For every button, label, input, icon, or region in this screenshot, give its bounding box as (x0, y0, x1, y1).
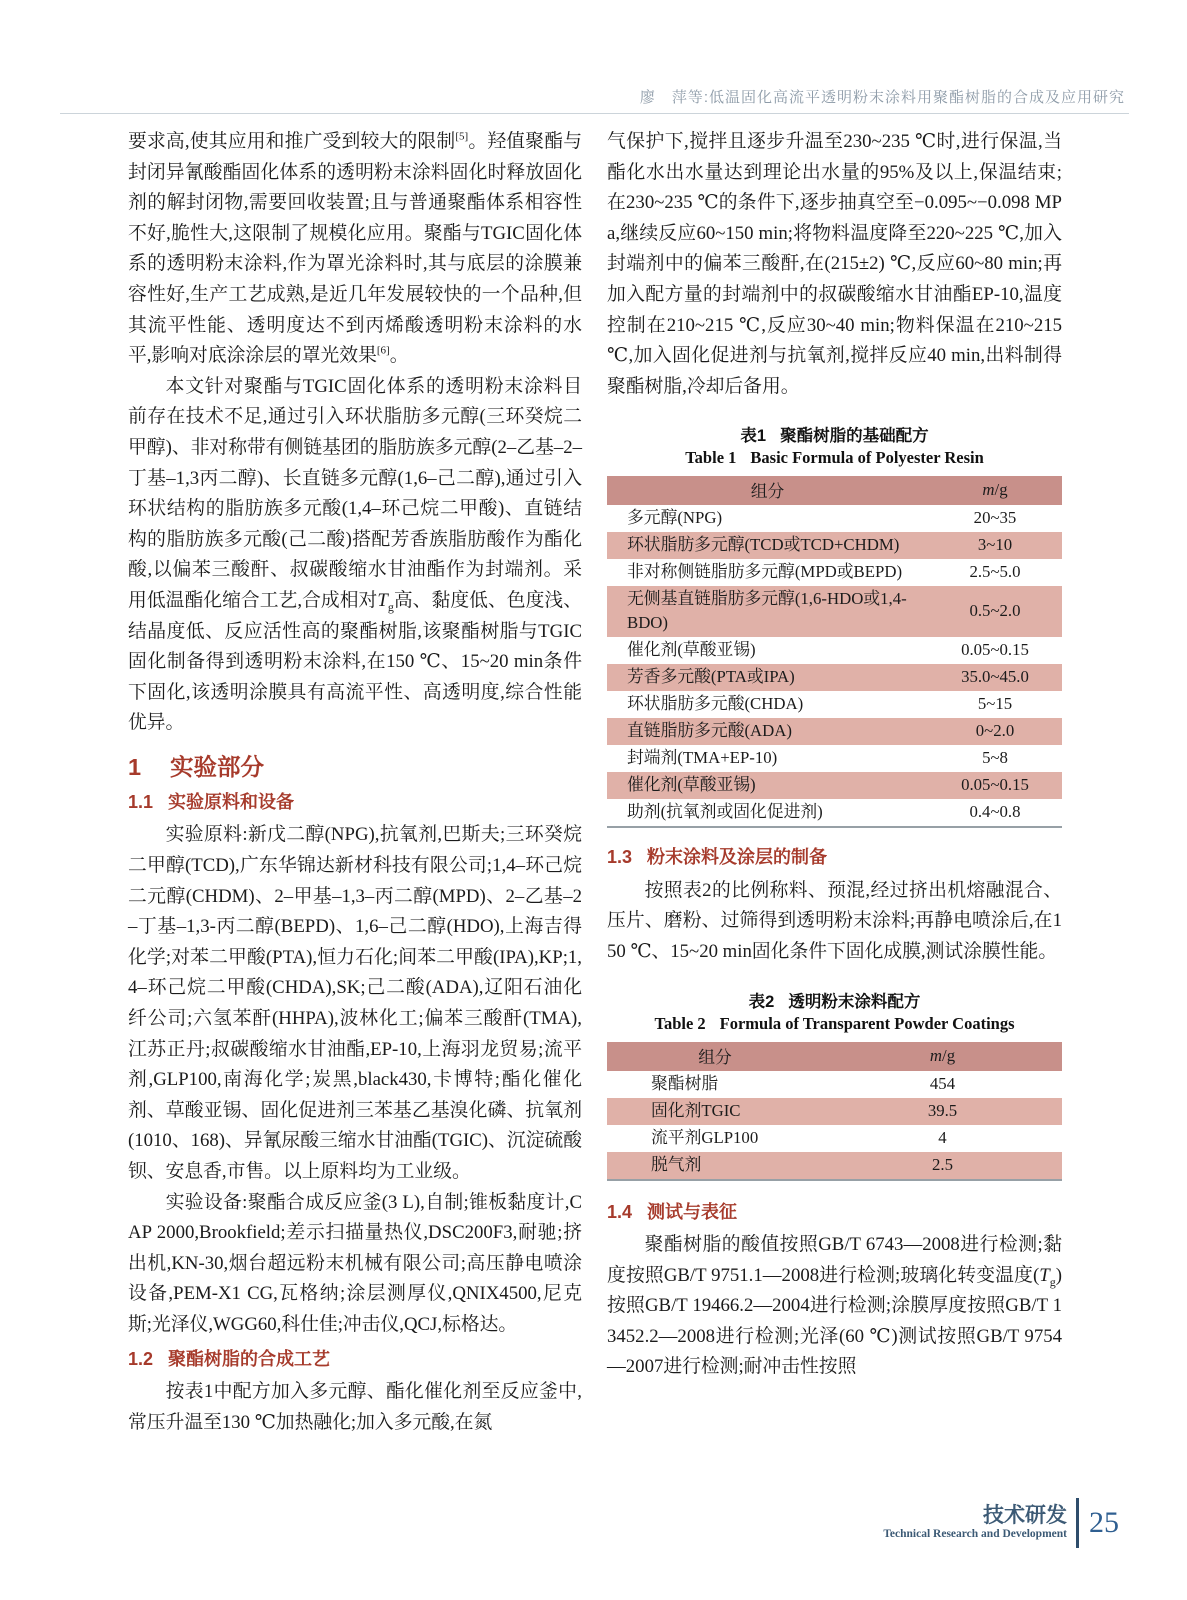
component-cell: 直链脂肪多元酸(ADA) (627, 721, 793, 741)
footer-label-en: Technical Research and Development (883, 1527, 1067, 1540)
qty-cell: 4 (938, 1127, 947, 1147)
component-cell: 封端剂(TMA+EP-10) (627, 748, 778, 768)
table2-title-en: Formula of Transparent Powder Coatings (719, 1013, 1015, 1033)
tg-subscript: g (387, 599, 394, 614)
section-heading-1-2 (128, 1348, 582, 1371)
column-header-component: 组分 (750, 482, 785, 502)
section-number: 1.1 (128, 792, 154, 813)
qty-cell: 2.5~5.0 (969, 562, 1021, 582)
paragraph-materials: 实验原料:新戊二醇(NPG),抗氧剂,巴斯夫;三环癸烷二甲醇(TCD),广东华锦达新材科技有限公司;1,4–环己烷二元醇(CHDM)、2–甲基–1,3–丙二醇(MPD)、2–乙基–2–丁基–1,3-丙二醇(BEPD)、1,6–己二醇(HDO),上海吉得化学;对苯二甲酸(PTA),恒力石化;间苯二甲酸(IPA),KP;1,4–环己烷二甲酸(CHDA),SK;己二酸(ADA),辽阳石油化纤公司;六氢苯酐(HHPA),波林化工;偏苯三酸酐(TMA),江苏正丹;叔碳酸缩水甘油酯,EP-10,上海羽龙贸易;流平剂,GLP100,南海化学;炭黑,black430,卡博特;酯化催化剂、草酸亚锡、固化促进剂三苯基乙基溴化磷、抗氧剂(1010、168)、异氰尿酸三缩水甘油酯(TGIC)、沉淀硫酸钡、安息香,市售。以上原料均为工业级。 (128, 824, 582, 1182)
component-cell: 流平剂GLP100 (651, 1127, 759, 1147)
header-divider (60, 113, 1129, 114)
section-title: 聚酯树脂的合成工艺 (168, 1348, 330, 1369)
left-column (128, 127, 582, 1438)
table1-title-cn: 聚酯树脂的基础配方 (780, 427, 929, 446)
component-cell: 助剂(抗氧剂或固化促进剂) (627, 802, 823, 822)
qty-cell: 0.5~2.0 (969, 601, 1021, 621)
table-row (607, 691, 1062, 718)
footer-section-label (883, 1505, 1067, 1542)
section-heading-1-1 (128, 791, 582, 814)
section-heading-1-3 (607, 846, 1062, 869)
section-title: 粉末涂料及涂层的制备 (647, 847, 827, 868)
paragraph-intro-continued (128, 127, 582, 372)
page-body (128, 127, 1062, 1438)
paragraph-synthesis-continued: 气保护下,搅拌且逐步升温至230~235 ℃时,进行保温,当酯化水出水量达到理论出水量的95%及以上,保温结束;在230~235 ℃的条件下,逐步抽真空至−0.095~−0.098 MPa,继续反应60~150 min;将物料温度降至220~225 ℃,加入封端剂中的偏苯三酸酐,在(215±2) ℃,反应60~80 min;再加入配方量的封端剂中的叔碳酸缩水甘油酯EP-10,温度控制在210~215 ℃,反应30~40 min;物料保温在210~215 ℃,加入固化促进剂与抗氧剂,搅拌反应40 min,出料制得聚酯树脂,冷却后备用。 (607, 131, 1062, 397)
component-cell: 催化剂(草酸亚锡) (627, 640, 756, 660)
section-title: 测试与表征 (647, 1201, 737, 1222)
qty-cell: 0~2.0 (975, 721, 1015, 741)
citation-ref-5: [5] (455, 130, 469, 143)
text-segment: )按照GB/T 19466.2—2004进行检测;涂膜厚度按照GB/T 13452.2—2008进行检测;光泽(60 ℃)测试按照GB/T 9754—2007进行检测;耐冲击性按照 (607, 1264, 1062, 1378)
qty-cell: 35.0~45.0 (961, 667, 1029, 687)
qty-cell: 20~35 (973, 508, 1017, 528)
section-title: 实验原料和设备 (168, 792, 294, 813)
page-number: 25 (1089, 1506, 1119, 1539)
citation-ref-6: [6] (376, 344, 390, 357)
table-row (607, 586, 1062, 637)
table-powder-coating-formula (607, 1042, 1062, 1181)
table2-label-en: Table 2 (654, 1013, 706, 1033)
paragraph-synthesis-start: 按表1中配方加入多元醇、酯化催化剂至反应釜中,常压升温至130 ℃加热融化;加入多元酸,在氮 (128, 1380, 582, 1433)
component-cell: 脱气剂 (651, 1154, 702, 1174)
component-cell: 催化剂(草酸亚锡) (627, 775, 756, 795)
qty-cell: 0.05~0.15 (961, 775, 1029, 795)
component-cell: 芳香多元酸(PTA或IPA) (627, 667, 795, 687)
column-header-component: 组分 (698, 1047, 732, 1067)
paragraph-equipment: 实验设备:聚酯合成反应釜(3 L),自制;锥板黏度计,CAP 2000,Brookfield;差示扫描量热仪,DSC200F3,耐驰;挤出机,KN-30,烟台超远粉末机械有限公司;高压静电喷涂设备,PEM-X1 CG,瓦格纳;涂层测厚仪,QNIX4500,尼克斯;光泽仪,WGG60,科仕佳;冲击仪,QCJ,标格达。 (128, 1191, 582, 1335)
table-row (607, 559, 1062, 586)
footer-label-cn: 技术研发 (983, 1503, 1067, 1527)
table2-label-cn: 表2 (748, 992, 775, 1011)
table-row (607, 772, 1062, 799)
text-segment: 。羟值聚酯与封闭异氰酸酯固化体系的透明粉末涂料固化时释放固化剂的解封闭物,需要回收装置;且与普通聚酯体系相容性不好,脆性大,这限制了规模化应用。聚酯与TGIC固化体系的透明粉末涂料,作为罩光涂料时,其与底层的涂膜兼容性好,生产工艺成熟,是近几年发展较快的一个品种,但其流平性能、透明度达不到丙烯酸透明粉末涂料的水平,影响对底涂涂层的罩光效果 (128, 131, 582, 367)
table-row (607, 718, 1062, 745)
column-header-mass (823, 1042, 1062, 1071)
qty-cell: 0.4~0.8 (969, 802, 1021, 822)
section-number: 1.4 (607, 1201, 633, 1222)
text-segment: 要求高,使其应用和推广受到较大的限制 (128, 131, 456, 152)
section-heading-1-4 (607, 1201, 1062, 1224)
table2-caption-en (607, 1014, 1062, 1034)
component-cell: 环状脂肪多元醇(TCD或TCD+CHDM) (627, 535, 900, 555)
table2-caption-cn (607, 988, 1062, 1012)
table-polyester-formula (607, 476, 1062, 828)
qty-cell: 2.5 (932, 1154, 953, 1174)
table-row (607, 505, 1062, 532)
section-number: 1.3 (607, 847, 633, 868)
paragraph-coating-prep: 按照表2的比例称料、预混,经过挤出机熔融混合、压片、磨粉、过筛得到透明粉末涂料;再静电喷涂后,在150 ℃、15~20 min固化条件下固化成膜,测试涂膜性能。 (607, 879, 1062, 962)
component-cell: 固化剂TGIC (651, 1100, 741, 1120)
tg-symbol: T (1039, 1264, 1050, 1286)
paragraph-abstract (128, 372, 582, 739)
table-row (607, 1125, 1062, 1152)
paragraph-testing (607, 1230, 1062, 1383)
text-segment: 聚酯树脂的酸值按照GB/T 6743—2008进行检测;黏度按照GB/T 9751.1—2008进行检测;玻璃化转变温度( (607, 1233, 1062, 1286)
component-cell: 非对称侧链脂肪多元醇(MPD或BEPD) (627, 562, 903, 582)
table-row (607, 637, 1062, 664)
table1-label-cn: 表1 (740, 427, 767, 446)
qty-cell: 0.05~0.15 (961, 640, 1029, 660)
text-segment: 高、黏度低、色度浅、结晶度低、反应活性高的聚酯树脂,该聚酯树脂与TGIC固化制备得到透明粉末涂料,在150 ℃、15~20 min条件下固化,该透明涂膜具有高流平性、高透明度,综合性能优异。 (128, 589, 583, 734)
text-segment: 。 (389, 345, 409, 367)
section-number: 1 (128, 753, 142, 780)
component-cell: 无侧基直链脂肪多元醇(1,6-HDO或1,4-BDO) (627, 589, 907, 633)
qty-cell: 454 (929, 1073, 956, 1093)
mass-unit: /g (994, 480, 1008, 500)
qty-cell: 5~8 (982, 748, 1008, 768)
table-row (607, 1152, 1062, 1180)
table-row (607, 745, 1062, 772)
tg-symbol: T (377, 589, 388, 611)
table1-title-en: Basic Formula of Polyester Resin (750, 448, 984, 468)
component-cell: 多元醇(NPG) (627, 508, 723, 528)
column-header-mass (928, 476, 1062, 505)
right-column (607, 127, 1062, 1383)
component-cell: 环状脂肪多元酸(CHDA) (627, 694, 804, 714)
mass-unit: /g (942, 1045, 956, 1065)
qty-cell: 3~10 (977, 535, 1013, 555)
text-segment: 本文针对聚酯与TGIC固化体系的透明粉末涂料目前存在技术不足,通过引入环状脂肪多元醇(三环癸烷二甲醇)、非对称带有侧链基团的脂肪族多元醇(2–乙基–2–丁基–1,3丙二醇)、长直链多元醇(1,6–己二醇),通过引入环状结构的脂肪族多元酸(1,4–环己烷二甲酸)、直链结构的脂肪族多元酸(己二酸)搭配芳香族脂肪酸作为酯化酸,以偏苯三酸酐、叔碳酸缩水甘油酯作为封端剂。采用低温酯化缩合工艺,合成相对 (128, 375, 582, 611)
table-row (607, 1098, 1062, 1125)
section-heading-1 (128, 753, 582, 781)
table-header-row (607, 1042, 1062, 1071)
table-row (607, 1071, 1062, 1098)
section-title: 实验部分 (170, 753, 264, 780)
table-row (607, 664, 1062, 691)
table1-caption-en (607, 448, 1062, 468)
table2-title-cn: 透明粉末涂料配方 (788, 992, 921, 1011)
table-row (607, 799, 1062, 827)
footer-divider-bar (1076, 1498, 1079, 1548)
tg-subscript: g (1049, 1274, 1056, 1289)
page-footer (883, 1498, 1119, 1548)
running-header: 廖 萍等:低温固化高流平透明粉末涂料用聚酯树脂的合成及应用研究 (639, 89, 1125, 106)
table-header-row (607, 476, 1062, 505)
component-cell: 聚酯树脂 (651, 1073, 719, 1093)
table1-label-en: Table 1 (685, 448, 737, 468)
table-row (607, 532, 1062, 559)
mass-symbol: m (982, 480, 995, 500)
table1-caption-cn (607, 422, 1062, 446)
qty-cell: 5~15 (977, 694, 1013, 714)
section-number: 1.2 (128, 1348, 154, 1369)
mass-symbol: m (929, 1045, 943, 1065)
qty-cell: 39.5 (927, 1100, 958, 1120)
